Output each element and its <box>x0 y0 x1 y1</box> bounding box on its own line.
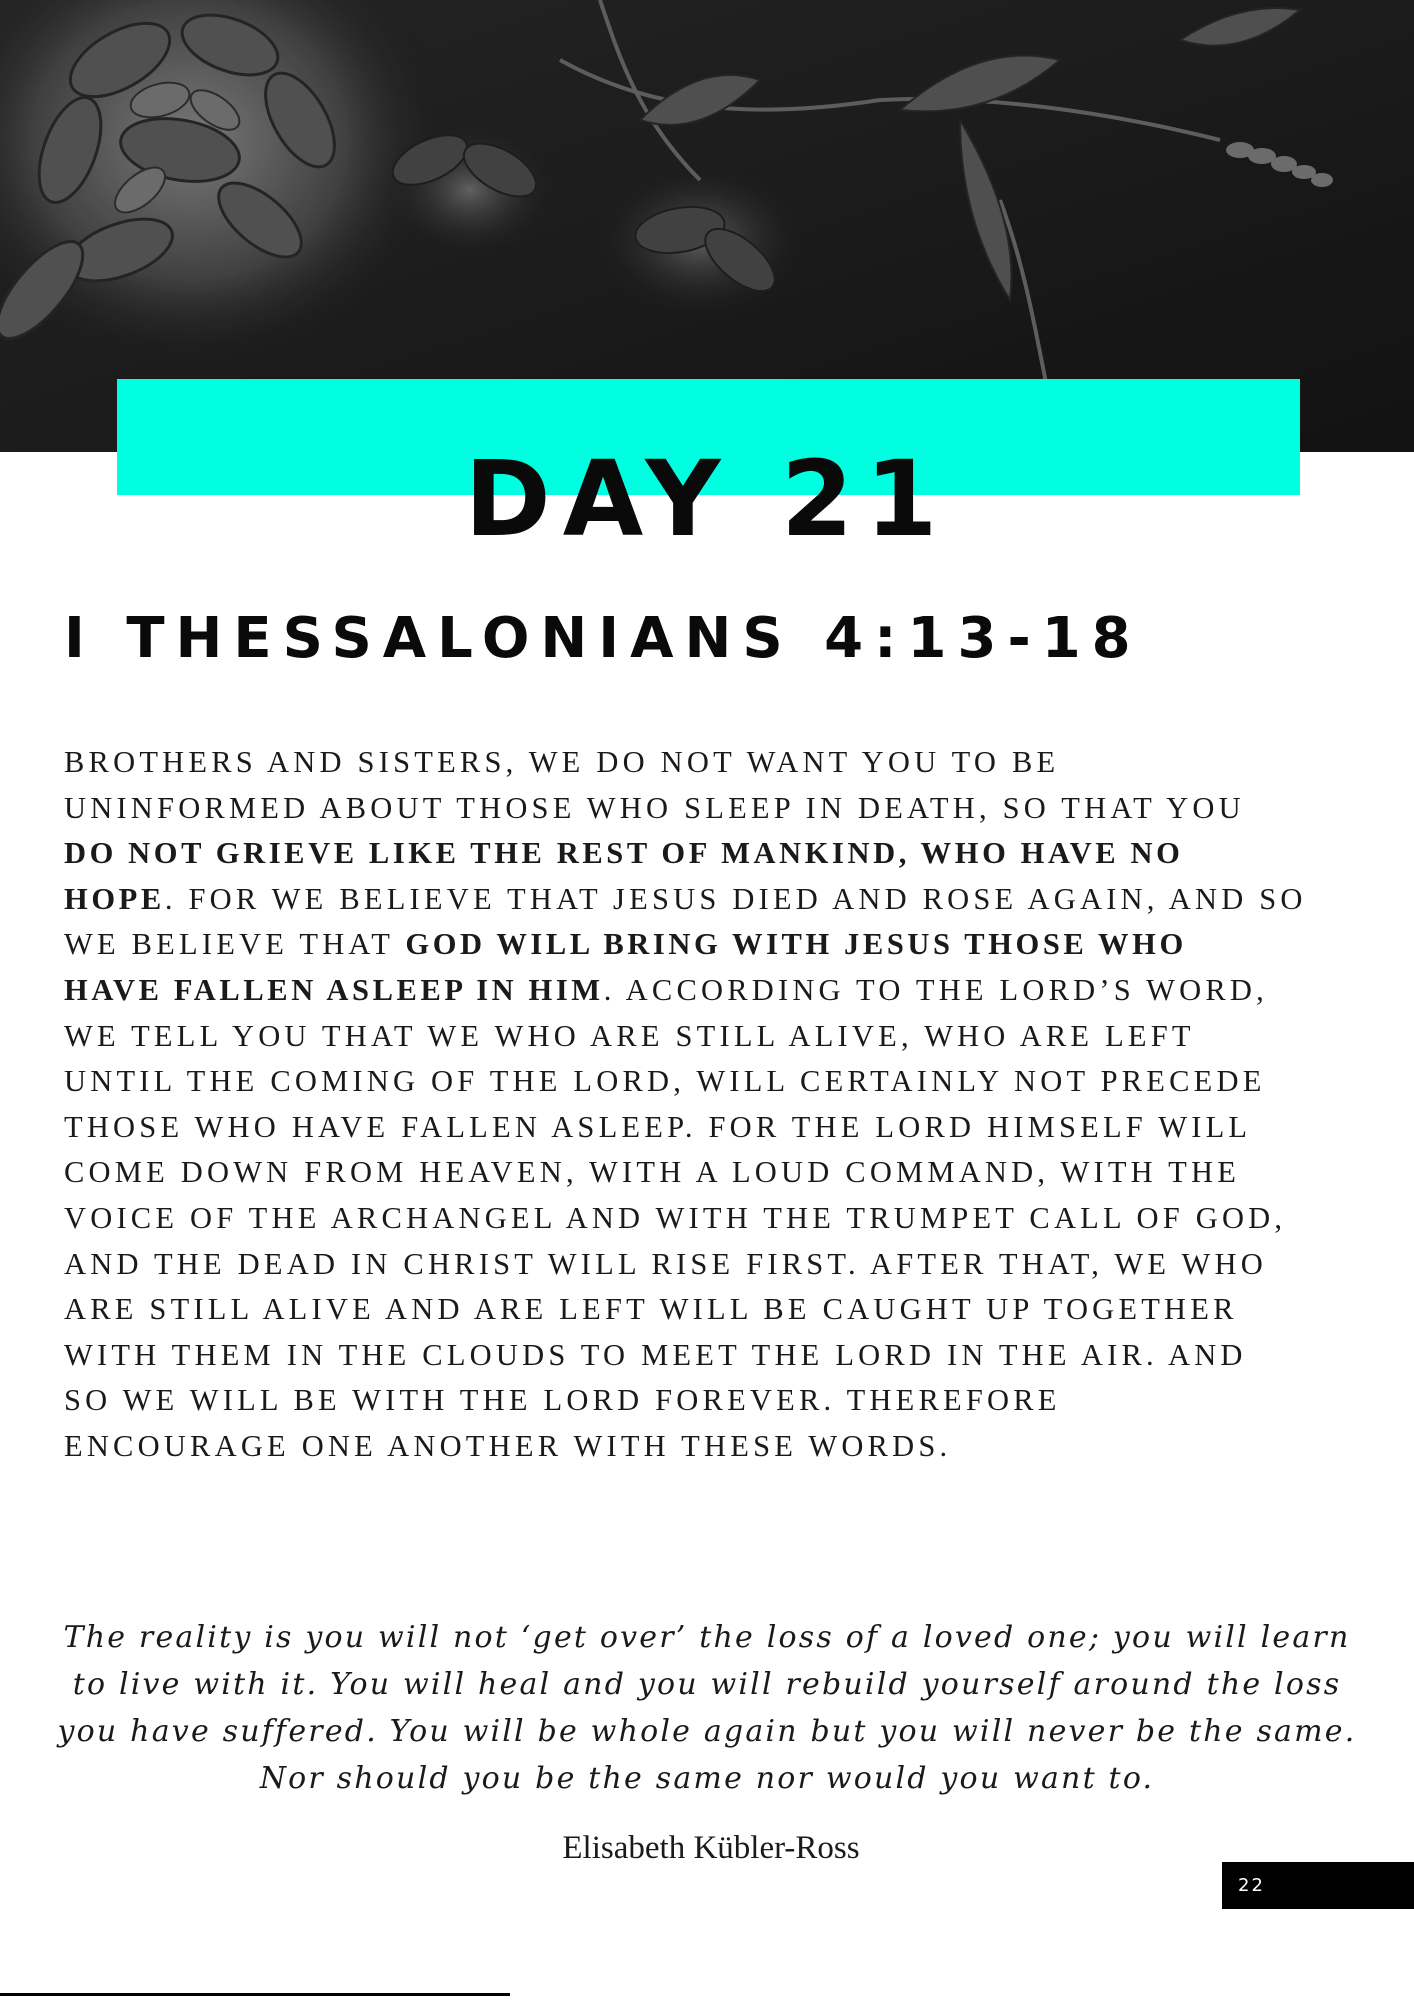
scripture-line <box>64 740 1374 786</box>
scripture-line <box>64 922 1374 968</box>
scripture-text: UNTIL THE COMING OF THE LORD, WILL CERTAINLY NOT PRECEDE <box>64 1064 1266 1099</box>
scripture-line <box>64 1242 1374 1288</box>
scripture-text: SO WE WILL BE WITH THE LORD FOREVER. THEREFORE <box>64 1383 1061 1418</box>
scripture-line <box>64 786 1374 832</box>
quote-block <box>40 1614 1374 1802</box>
quote-line: Nor should you be the same nor would you want to. <box>259 1761 1155 1796</box>
scripture-emphasis: HAVE FALLEN ASLEEP IN HIM <box>64 972 604 1007</box>
scripture-text: BROTHERS AND SISTERS, WE DO NOT WANT YOU TO BE <box>64 745 1060 779</box>
scripture-line <box>64 877 1374 923</box>
scripture-text: WE TELL YOU THAT WE WHO ARE STILL ALIVE, WHO ARE LEFT <box>64 1018 1195 1053</box>
day-title: DAY 21 <box>464 438 950 560</box>
scripture-text: WITH THEM IN THE CLOUDS TO MEET THE LORD IN THE AIR. AND <box>64 1337 1247 1372</box>
scripture-text: . ACCORDING TO THE LORD’S WORD, <box>603 972 1268 1007</box>
scripture-emphasis: DO NOT GRIEVE LIKE THE REST OF MANKIND, WHO HAVE NO <box>64 836 1184 871</box>
scripture-line <box>64 1059 1374 1105</box>
scripture-line <box>64 1014 1374 1060</box>
scripture-text: WE BELIEVE THAT <box>64 927 406 962</box>
scripture-text: VOICE OF THE ARCHANGEL AND WITH THE TRUMPET CALL OF GOD, <box>64 1200 1287 1235</box>
scripture-line <box>64 1196 1374 1242</box>
scripture-line <box>64 1424 1374 1470</box>
quote-line: you have suffered. You will be whole again but you will never be the same. <box>57 1714 1357 1749</box>
scripture-text: COME DOWN FROM HEAVEN, WITH A LOUD COMMAND, WITH THE <box>64 1155 1241 1190</box>
scripture-line <box>64 1150 1374 1196</box>
page-number: 22 <box>1222 1862 1414 1909</box>
scripture-text: . FOR WE BELIEVE THAT JESUS DIED AND ROSE AGAIN, AND SO <box>164 881 1307 916</box>
scripture-line <box>64 1378 1374 1424</box>
passage-reference: I THESSALONIANS 4:13-18 <box>64 606 1142 671</box>
scripture-line <box>64 968 1374 1014</box>
scripture-line <box>64 1333 1374 1379</box>
scripture-text: UNINFORMED ABOUT THOSE WHO SLEEP IN DEATH, SO THAT YOU <box>64 790 1245 825</box>
scripture-line <box>64 1105 1374 1151</box>
scripture-line <box>64 1287 1374 1333</box>
quote-author: Elisabeth Kübler-Ross <box>562 1830 860 1866</box>
quote-line: to live with it. You will heal and you will rebuild yourself around the loss <box>72 1667 1342 1702</box>
scripture-text: ENCOURAGE ONE ANOTHER WITH THESE WORDS. <box>64 1428 952 1463</box>
scripture-text: THOSE WHO HAVE FALLEN ASLEEP. FOR THE LORD HIMSELF WILL <box>64 1109 1252 1144</box>
quote-line: The reality is you will not ‘get over’ the loss of a loved one; you will learn <box>63 1620 1351 1655</box>
scripture-line <box>64 831 1374 877</box>
scripture-passage <box>64 740 1374 1470</box>
scripture-text: ARE STILL ALIVE AND ARE LEFT WILL BE CAUGHT UP TOGETHER <box>64 1292 1238 1327</box>
scripture-emphasis: GOD WILL BRING WITH JESUS THOSE WHO <box>405 927 1187 962</box>
scripture-emphasis: HOPE <box>64 881 165 916</box>
bottom-divider <box>0 1993 510 1996</box>
scripture-text: AND THE DEAD IN CHRIST WILL RISE FIRST. AFTER THAT, WE WHO <box>64 1246 1267 1281</box>
